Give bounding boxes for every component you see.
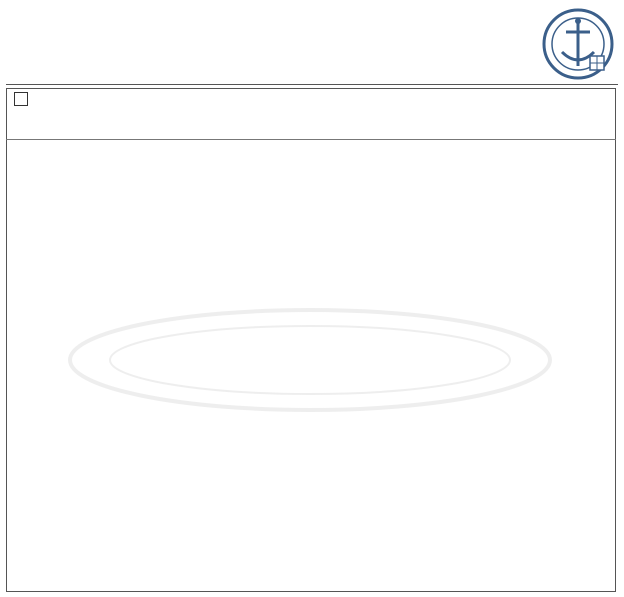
- ports-maritime-emblem-icon: [540, 4, 616, 84]
- corner-marker: [14, 92, 28, 106]
- header-divider: [6, 84, 618, 85]
- notice-frame: [6, 88, 616, 592]
- notice-title-box: [6, 88, 616, 140]
